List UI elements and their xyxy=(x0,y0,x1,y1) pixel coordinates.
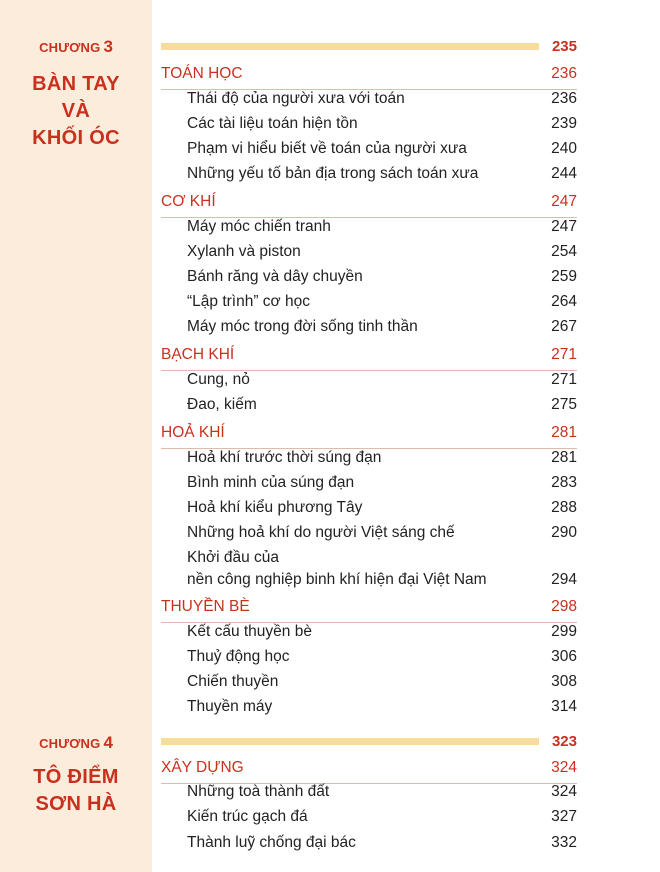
entry-page: 271 xyxy=(551,371,577,388)
chapter-title-line: KHỐI ÓC xyxy=(32,127,120,149)
section-page: 281 xyxy=(551,424,577,441)
toc-entry-row[interactable] xyxy=(161,623,577,645)
entry-title: Kết cấu thuyền bè xyxy=(187,623,312,640)
section-title: HOẢ KHÍ xyxy=(161,424,225,441)
entry-title: Các tài liệu toán hiện tồn xyxy=(187,115,358,132)
toc-entry-row[interactable] xyxy=(161,571,577,593)
entry-page: 299 xyxy=(551,623,577,640)
entry-page: 247 xyxy=(551,218,577,235)
toc-entry-row[interactable] xyxy=(161,396,577,418)
toc-entry-row[interactable] xyxy=(161,90,577,112)
section-page: 236 xyxy=(551,65,577,82)
toc-entry-row[interactable] xyxy=(161,648,577,670)
entry-page: 314 xyxy=(551,698,577,715)
entry-page: 290 xyxy=(551,524,577,541)
toc-entry-row[interactable] xyxy=(161,524,577,546)
entry-title: Xylanh và piston xyxy=(187,243,301,260)
toc-entry-row[interactable] xyxy=(161,499,577,521)
toc-entry-row[interactable] xyxy=(161,165,577,187)
toc-section-row[interactable] xyxy=(161,598,577,620)
entry-page: 244 xyxy=(551,165,577,182)
section-title: CƠ KHÍ xyxy=(161,193,216,210)
entry-page: 236 xyxy=(551,90,577,107)
entry-page: 308 xyxy=(551,673,577,690)
entry-title: Thuỷ động học xyxy=(187,648,290,665)
chapter-page-number[interactable]: 235 xyxy=(551,38,577,55)
chapter-title xyxy=(0,71,152,152)
chapter-label xyxy=(0,733,152,753)
entry-title: Máy móc chiến tranh xyxy=(187,218,331,235)
entry-title: Phạm vi hiểu biết về toán của người xưa xyxy=(187,140,467,157)
entry-title: Những hoả khí do người Việt sáng chế xyxy=(187,524,455,541)
chapter-divider-bar xyxy=(161,43,539,50)
entry-title: Những yếu tố bản địa trong sách toán xưa xyxy=(187,165,479,182)
entry-page: 294 xyxy=(551,571,577,588)
toc-entry-row[interactable] xyxy=(161,808,577,830)
entry-title: Cung, nỏ xyxy=(187,371,250,388)
section-page: 271 xyxy=(551,346,577,363)
entry-page: 306 xyxy=(551,648,577,665)
toc-section-row[interactable] xyxy=(161,759,577,781)
toc-section-row[interactable] xyxy=(161,346,577,368)
chapter-title-line: SƠN HÀ xyxy=(35,793,117,815)
entry-title: Đao, kiếm xyxy=(187,396,257,413)
chapter-title-line: TÔ ĐIỂM xyxy=(33,766,119,788)
entry-page: 264 xyxy=(551,293,577,310)
toc-entry-row[interactable] xyxy=(161,834,577,856)
toc-entry-row[interactable] xyxy=(161,783,577,805)
toc-section-row[interactable] xyxy=(161,193,577,215)
entry-title: Kiến trúc gạch đá xyxy=(187,808,308,825)
entry-title: Hoả khí trước thời súng đạn xyxy=(187,449,382,466)
chapter-title xyxy=(0,764,152,818)
toc-entry-row[interactable] xyxy=(161,293,577,315)
toc-entry-row[interactable] xyxy=(161,243,577,265)
toc-entry-row[interactable] xyxy=(161,371,577,393)
chapter-label xyxy=(0,37,152,57)
section-page: 298 xyxy=(551,598,577,615)
section-page: 324 xyxy=(551,759,577,776)
chapter-title-line: VÀ xyxy=(61,100,91,122)
entry-title: Chiến thuyền xyxy=(187,673,279,690)
entry-page: 288 xyxy=(551,499,577,516)
entry-page: 275 xyxy=(551,396,577,413)
entry-title: Bánh răng và dây chuyền xyxy=(187,268,363,285)
toc-entry-row[interactable] xyxy=(161,698,577,720)
chapter-title-line: BÀN TAY xyxy=(32,73,120,95)
toc-entry-row[interactable] xyxy=(161,474,577,496)
section-title: BẠCH KHÍ xyxy=(161,346,235,363)
entry-title: Hoả khí kiểu phương Tây xyxy=(187,499,363,516)
chapter-word: CHƯƠNG xyxy=(39,40,101,55)
entry-page: 259 xyxy=(551,268,577,285)
entry-title: Thành luỹ chống đại bác xyxy=(187,834,356,851)
entry-page: 240 xyxy=(551,140,577,157)
entry-title: “Lập trình” cơ học xyxy=(187,293,311,310)
section-title: TOÁN HỌC xyxy=(161,65,243,82)
toc-entry-row[interactable] xyxy=(161,140,577,162)
entry-title: Bình minh của súng đạn xyxy=(187,474,355,491)
toc-entry-row[interactable] xyxy=(161,318,577,340)
entry-page: 324 xyxy=(551,783,577,800)
section-title: THUYỀN BÈ xyxy=(161,598,250,615)
entry-title: Thái độ của người xưa với toán xyxy=(187,90,405,107)
toc-entry-row[interactable] xyxy=(161,673,577,695)
entry-page: 281 xyxy=(551,449,577,466)
chapter-page-number[interactable]: 323 xyxy=(551,733,577,750)
entry-title: nền công nghiệp binh khí hiện đại Việt Nam xyxy=(187,571,487,588)
toc-entry-row[interactable] xyxy=(161,115,577,137)
entry-page: 283 xyxy=(551,474,577,491)
entry-title: Những toà thành đất xyxy=(187,783,330,800)
toc-section-row[interactable] xyxy=(161,65,577,87)
entry-page: 254 xyxy=(551,243,577,260)
chapter-number: 4 xyxy=(103,733,113,752)
entry-page: 267 xyxy=(551,318,577,335)
entry-page: 239 xyxy=(551,115,577,132)
entry-title-line1[interactable]: Khởi đầu của xyxy=(187,549,280,566)
toc-section-row[interactable] xyxy=(161,424,577,446)
entry-title: Thuyền máy xyxy=(187,698,273,715)
toc-entry-row[interactable] xyxy=(161,268,577,290)
section-page: 247 xyxy=(551,193,577,210)
chapter-number: 3 xyxy=(103,37,113,56)
toc-entry-row[interactable] xyxy=(161,218,577,240)
chapter-divider-bar xyxy=(161,738,539,745)
toc-entry-row[interactable] xyxy=(161,449,577,471)
entry-title: Máy móc trong đời sống tinh thần xyxy=(187,318,418,335)
entry-page: 327 xyxy=(551,808,577,825)
entry-page: 332 xyxy=(551,834,577,851)
section-title: XÂY DỰNG xyxy=(161,759,244,776)
chapter-word: CHƯƠNG xyxy=(39,736,101,751)
